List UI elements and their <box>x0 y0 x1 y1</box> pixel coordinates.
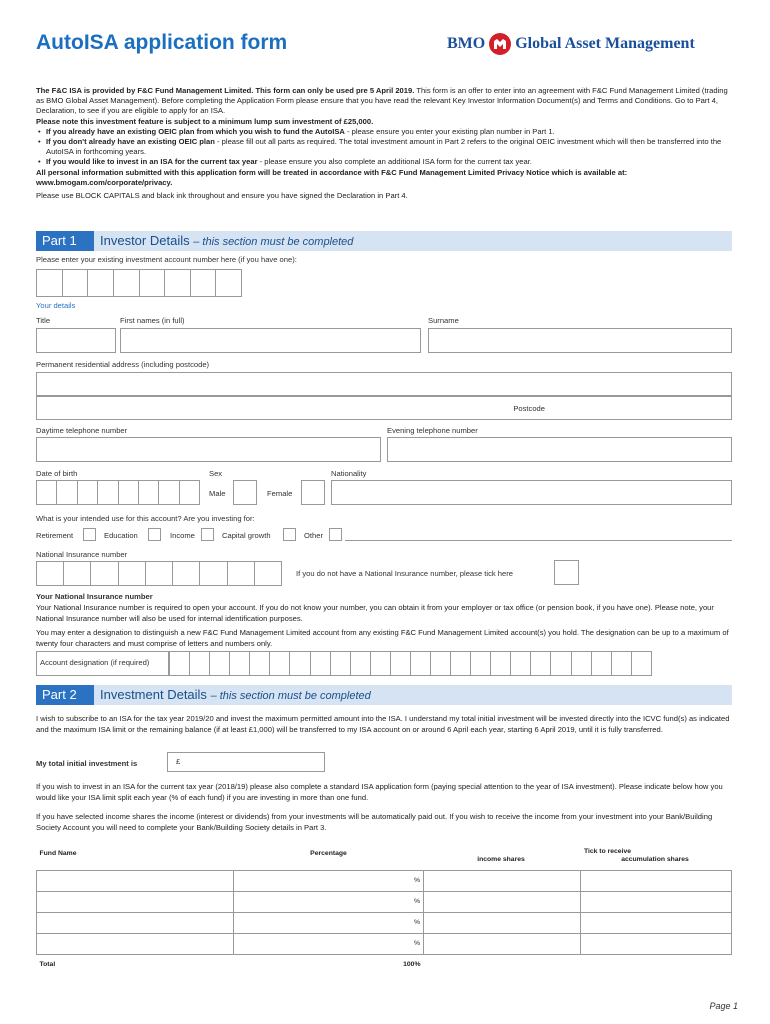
form-title: AutoISA application form <box>36 31 288 54</box>
designation-label: Account designation (if required) <box>40 658 150 667</box>
use-question: What is your intended use for this account? Are you investing for: <box>36 514 255 523</box>
ni-label: National Insurance number <box>36 550 128 559</box>
designation-input[interactable] <box>169 651 652 676</box>
fund-row[interactable] <box>37 933 732 954</box>
use-other-line[interactable] <box>345 540 732 541</box>
fund-pct-cell[interactable]: % <box>234 891 424 912</box>
female-checkbox[interactable] <box>301 480 325 505</box>
current-year-text: If you wish to invest in an ISA for the current tax year (2018/19) please also complete a standard ISA application form (paying special attention to the year of ISA investment). Please indicate below how you would like your ISA limit split each year (% of each fund) if you are investing in more than one fund. <box>36 782 723 802</box>
fund-accum-cell[interactable] <box>581 912 732 933</box>
day-tel-input[interactable] <box>36 437 381 462</box>
sex-label: Sex <box>209 469 223 478</box>
day-tel-label: Daytime telephone number <box>36 426 128 435</box>
fund-accum-cell[interactable] <box>581 870 732 891</box>
use-education-label: Education <box>104 531 138 540</box>
fund-pct-cell[interactable]: % <box>234 933 424 954</box>
page-number: Page 1 <box>709 1001 738 1011</box>
use-education-checkbox[interactable] <box>148 528 161 541</box>
total-investment-label: My total initial investment is <box>36 759 138 768</box>
fund-pct-cell[interactable]: % <box>234 912 424 933</box>
total-row-pct: 100% <box>403 960 421 968</box>
col-accum-header: accumulation shares <box>621 855 689 863</box>
currency-symbol: £ <box>176 757 181 766</box>
use-other-checkbox[interactable] <box>329 528 342 541</box>
intro-text: The F&C ISA is provided by F&C Fund Management Limited. This form can only be used pre 5 April 2019. This form is an offer to enter into an agreement with F&C Fund Management Limited (trading as BMO Global Asset Management). Before completing the Application Form please ensure that you have read the relevant Key Investor Information Document(s) and Terms and Conditions. Go to Part 4, Declaration, to see if you are eligible to apply for an ISA. Please note this investment feature is subject to a minimum lump sum investment of £25,000. • If you already have an existing OEIC plan from which you wish to fund the AutoISA - please ensure you enter your existing plan number in Part 1. • If you don't already have an existing OEIC plan - please fill out all parts as required. The total investment amount in Part 2 refers to the original OEIC investment which will then be transferred into the AutoISA in forthcoming years. • If you would like to invest in an ISA for the current tax year - please ensure you also complete an additional ISA form for the current tax year. All personal information submitted with this application form will be treated in accordance with F&C Fund Management Limited Privacy Notice which is available at: www.bmogam.com/corporate/privacy. Please use BLOCK CAPITALS and black ink throughout and ensure you have signed the Declaration in Part 4. <box>36 86 732 201</box>
ni-text: Your National Insurance number is required to open your account. If you do not know your number, you can obtain it from your employer or tax office (or pension book, if you have one). Please note, your National Insurance number will also be used for internal identification purposes. <box>36 603 714 623</box>
fund-accum-cell[interactable] <box>581 933 732 954</box>
designation-text: You may enter a designation to distinguish a new F&C Fund Management Limited account from any existing F&C Fund Management Limited account(s) you hold. The designation can be up to a maximum of twenty four characters and must comprise of letters and numbers only. <box>36 628 729 648</box>
subscribe-text: I wish to subscribe to an ISA for the tax year 2019/20 and invest the maximum permitted amount into the ISA. I understand my total initial investment will be invested directly into the ICVC fund(s) as indicated and the maximum ISA limit or the remaining balance (if at least £1,000) will be transferred to my ISA account on or around 6 April each year, starting 6 April 2019, until it is fully transferred. <box>36 714 730 734</box>
male-label: Male <box>209 489 226 498</box>
total-investment-input[interactable] <box>167 752 325 772</box>
ni-heading: Your National Insurance number <box>36 592 153 601</box>
use-other-label: Other <box>304 531 323 540</box>
address-line-2[interactable] <box>36 396 732 420</box>
nationality-input[interactable] <box>331 480 732 505</box>
male-checkbox[interactable] <box>233 480 257 505</box>
total-row-label: Total <box>39 960 56 968</box>
address-line-1[interactable] <box>36 372 732 396</box>
eve-tel-input[interactable] <box>387 437 732 462</box>
fund-name-cell[interactable] <box>37 891 234 912</box>
fund-row[interactable] <box>37 870 732 891</box>
col-fund-header: Fund Name <box>39 850 77 857</box>
eve-tel-label: Evening telephone number <box>387 426 478 435</box>
bmo-roundel-icon <box>489 33 511 55</box>
use-retirement-checkbox[interactable] <box>83 528 96 541</box>
fund-name-cell[interactable] <box>37 912 234 933</box>
use-retirement-label: Retirement <box>36 531 74 540</box>
account-prompt: Please enter your existing investment account number here (if you have one): <box>36 255 297 264</box>
brand-bmo: BMO <box>447 35 486 52</box>
fund-accum-cell[interactable] <box>581 891 732 912</box>
your-details-heading: Your details <box>36 301 76 310</box>
title-label: Title <box>36 316 51 325</box>
use-income-checkbox[interactable] <box>201 528 214 541</box>
part2-header: Part 2 Investment Details – this section must be completed <box>36 685 732 705</box>
title-input[interactable] <box>36 328 116 353</box>
no-ni-checkbox[interactable] <box>554 560 579 585</box>
col-income-header: income shares <box>477 855 525 863</box>
use-income-label: Income <box>170 531 195 540</box>
fund-income-cell[interactable] <box>424 933 581 954</box>
brand-logo <box>447 33 695 55</box>
fund-income-cell[interactable] <box>424 891 581 912</box>
col-pct-header: Percentage <box>310 850 347 857</box>
dob-label: Date of birth <box>36 469 78 478</box>
address-label: Permanent residential address (including postcode) <box>36 360 210 369</box>
use-capital-checkbox[interactable] <box>283 528 296 541</box>
postcode-label: Postcode <box>513 404 545 413</box>
fund-row[interactable] <box>37 891 732 912</box>
first-names-input[interactable] <box>120 328 421 353</box>
part1-header: Part 1 Investor Details – this section must be completed <box>36 231 732 251</box>
income-text: If you have selected income shares the income (interest or dividends) from your investments will be automatically paid out. If you wish to receive the income from your investment into your Bank/Building Society Account you will need to complete your Bank/Building Society details in Part 3. <box>36 812 713 832</box>
fund-name-cell[interactable] <box>37 933 234 954</box>
use-capital-label: Capital growth <box>222 531 271 540</box>
no-ni-label: If you do not have a National Insurance number, please tick here <box>296 569 513 578</box>
designation-label-box <box>36 651 169 676</box>
ni-input[interactable] <box>36 561 282 586</box>
fund-pct-cell[interactable]: % <box>234 870 424 891</box>
fund-income-cell[interactable] <box>424 912 581 933</box>
col-tick-header: Tick to receive <box>583 847 632 855</box>
fund-row[interactable] <box>37 912 732 933</box>
dob-input[interactable] <box>36 480 200 505</box>
funds-table <box>36 841 732 974</box>
surname-label: Surname <box>428 316 459 325</box>
account-number-input[interactable] <box>36 269 242 297</box>
surname-input[interactable] <box>428 328 732 353</box>
female-label: Female <box>267 489 293 498</box>
fund-income-cell[interactable] <box>424 870 581 891</box>
fund-name-cell[interactable] <box>37 870 234 891</box>
first-names-label: First names (in full) <box>120 316 185 325</box>
brand-name: Global Asset Management <box>515 35 695 52</box>
nationality-label: Nationality <box>331 469 367 478</box>
